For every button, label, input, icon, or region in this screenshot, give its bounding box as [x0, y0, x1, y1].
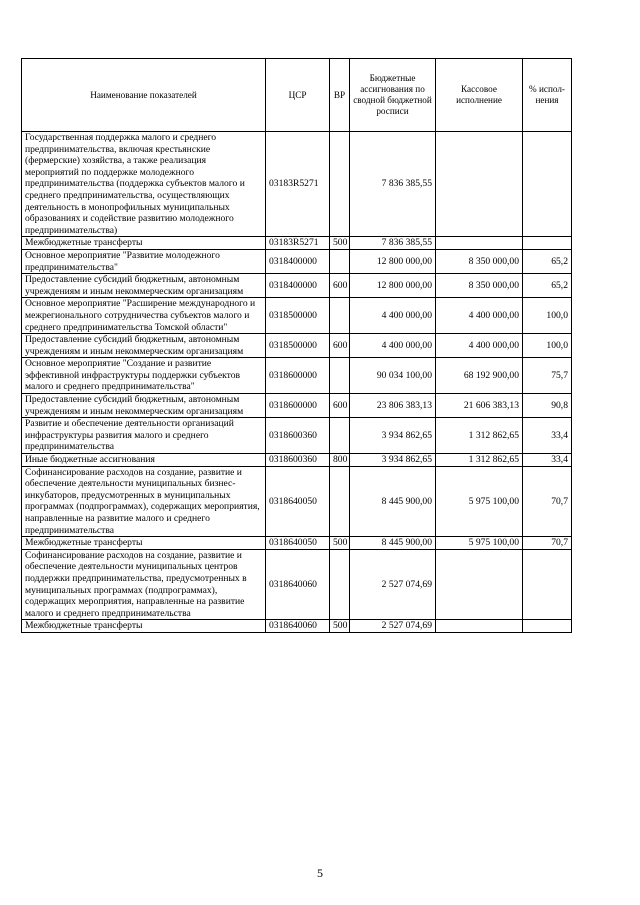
- row-csr: 0318600000: [266, 394, 330, 418]
- row-budget: 8 445 900,00: [350, 466, 436, 537]
- row-vr: 600: [330, 334, 350, 358]
- row-name: Основное мероприятие "Расширение международного и межрегионального сотрудничества субъектов малого и среднего предпринимательства Томской области": [22, 298, 266, 334]
- row-cash: 5 975 100,00: [436, 466, 523, 537]
- row-vr: [330, 298, 350, 334]
- header-name: Наименование показателей: [22, 59, 266, 132]
- row-csr: 0318400000: [266, 274, 330, 298]
- row-vr: [330, 249, 350, 273]
- row-percent: [523, 132, 572, 237]
- table-header-row: [22, 59, 572, 132]
- row-percent: 75,7: [523, 358, 572, 394]
- row-cash: 5 975 100,00: [436, 537, 523, 550]
- row-budget: 90 034 100,00: [350, 358, 436, 394]
- table-row: [22, 466, 572, 537]
- page-number: 5: [317, 866, 323, 880]
- row-cash: 4 400 000,00: [436, 334, 523, 358]
- row-budget: 2 527 074,69: [350, 620, 436, 633]
- row-vr: 500: [330, 620, 350, 633]
- row-name: Межбюджетные трансферты: [22, 237, 266, 250]
- row-csr: 0318640050: [266, 537, 330, 550]
- row-csr: 03183R5271: [266, 237, 330, 250]
- row-percent: 65,2: [523, 249, 572, 273]
- row-name: Межбюджетные трансферты: [22, 620, 266, 633]
- table-row: [22, 298, 572, 334]
- row-budget: 3 934 862,65: [350, 418, 436, 454]
- row-cash: 8 350 000,00: [436, 274, 523, 298]
- row-percent: 100,0: [523, 334, 572, 358]
- row-budget: 7 836 385,55: [350, 132, 436, 237]
- table-row: [22, 358, 572, 394]
- row-vr: 800: [330, 454, 350, 467]
- row-percent: 65,2: [523, 274, 572, 298]
- row-csr: 0318640060: [266, 549, 330, 620]
- row-cash: 4 400 000,00: [436, 298, 523, 334]
- table-row: [22, 620, 572, 633]
- row-percent: [523, 620, 572, 633]
- row-cash: 68 192 900,00: [436, 358, 523, 394]
- table-row: [22, 537, 572, 550]
- row-cash: [436, 132, 523, 237]
- row-vr: 500: [330, 237, 350, 250]
- row-vr: 500: [330, 537, 350, 550]
- table-row: [22, 132, 572, 237]
- row-percent: 70,7: [523, 537, 572, 550]
- row-budget: 3 934 862,65: [350, 454, 436, 467]
- row-name: Софинансирование расходов на создание, развитие и обеспечение деятельности муниципальных бизнес-инкубаторов, предусмотренных в муниципальных программах (подпрограммах), содержащих мероприятия, направленные на развитие малого и среднего предпринимательства: [22, 466, 266, 537]
- row-csr: 0318640050: [266, 466, 330, 537]
- row-percent: 70,7: [523, 466, 572, 537]
- row-percent: 100,0: [523, 298, 572, 334]
- row-csr: 0318600360: [266, 454, 330, 467]
- row-csr: 0318640060: [266, 620, 330, 633]
- row-cash: [436, 549, 523, 620]
- row-name: Предоставление субсидий бюджетным, автономным учреждениям и иным некоммерческим организациям: [22, 274, 266, 298]
- row-vr: [330, 418, 350, 454]
- row-name: Основное мероприятие "Создание и развитие эффективной инфраструктуры поддержки субъектов малого и среднего предпринимательства": [22, 358, 266, 394]
- row-percent: 90,8: [523, 394, 572, 418]
- row-percent: 33,4: [523, 418, 572, 454]
- row-cash: 21 606 383,13: [436, 394, 523, 418]
- table-row: [22, 549, 572, 620]
- row-name: Развитие и обеспечение деятельности организаций инфраструктуры развития малого и среднего предпринимательства: [22, 418, 266, 454]
- row-csr: 0318500000: [266, 298, 330, 334]
- row-budget: 12 800 000,00: [350, 249, 436, 273]
- row-csr: 0318600360: [266, 418, 330, 454]
- budget-execution-table: [21, 58, 572, 633]
- row-cash: 1 312 862,65: [436, 454, 523, 467]
- header-csr: ЦСР: [266, 59, 330, 132]
- row-csr: 0318500000: [266, 334, 330, 358]
- header-percent: % испол-нения: [523, 59, 572, 132]
- row-cash: [436, 620, 523, 633]
- row-budget: 2 527 074,69: [350, 549, 436, 620]
- row-name: Межбюджетные трансферты: [22, 537, 266, 550]
- row-cash: 1 312 862,65: [436, 418, 523, 454]
- table-row: [22, 418, 572, 454]
- row-budget: 4 400 000,00: [350, 334, 436, 358]
- row-vr: [330, 549, 350, 620]
- row-name: Предоставление субсидий бюджетным, автономным учреждениям и иным некоммерческим организациям: [22, 334, 266, 358]
- row-budget: 8 445 900,00: [350, 537, 436, 550]
- row-budget: 7 836 385,55: [350, 237, 436, 250]
- row-name: Иные бюджетные ассигнования: [22, 454, 266, 467]
- row-vr: 600: [330, 274, 350, 298]
- table-row: [22, 394, 572, 418]
- row-name: Основное мероприятие "Развитие молодежного предпринимательства": [22, 249, 266, 273]
- row-csr: 0318600000: [266, 358, 330, 394]
- row-percent: 33,4: [523, 454, 572, 467]
- row-name: Предоставление субсидий бюджетным, автономным учреждениям и иным некоммерческим организациям: [22, 394, 266, 418]
- row-budget: 4 400 000,00: [350, 298, 436, 334]
- row-cash: [436, 237, 523, 250]
- row-vr: 600: [330, 394, 350, 418]
- row-csr: 0318400000: [266, 249, 330, 273]
- row-budget: 12 800 000,00: [350, 274, 436, 298]
- row-csr: 03183R5271: [266, 132, 330, 237]
- table-row: [22, 274, 572, 298]
- row-vr: [330, 466, 350, 537]
- table-row: [22, 454, 572, 467]
- header-vr: ВР: [330, 59, 350, 132]
- header-cash: Кассовое исполнение: [436, 59, 523, 132]
- table-row: [22, 334, 572, 358]
- row-cash: 8 350 000,00: [436, 249, 523, 273]
- row-vr: [330, 132, 350, 237]
- row-name: Софинансирование расходов на создание, развитие и обеспечение деятельности муниципальных центров поддержки предпринимательства, предусмотренных в муниципальных программах (подпрограммах), содержащих мероприятия, направленные на развитие малого и среднего предпринимательства: [22, 549, 266, 620]
- row-budget: 23 806 383,13: [350, 394, 436, 418]
- table-row: [22, 237, 572, 250]
- row-percent: [523, 237, 572, 250]
- row-percent: [523, 549, 572, 620]
- table-row: [22, 249, 572, 273]
- header-budget: Бюджетные ассигнования по сводной бюджетной росписи: [350, 59, 436, 132]
- row-vr: [330, 358, 350, 394]
- row-name: Государственная поддержка малого и среднего предпринимательства, включая крестьянские (фермерские) хозяйства, а также реализация мероприятий по поддержке молодежного предпринимательства (поддержка субъектов малого и среднего предпринимательства, осуществляющих деятельность в монопрофильных муниципальных образованиях и содействие развитию молодежного предпринимательства): [22, 132, 266, 237]
